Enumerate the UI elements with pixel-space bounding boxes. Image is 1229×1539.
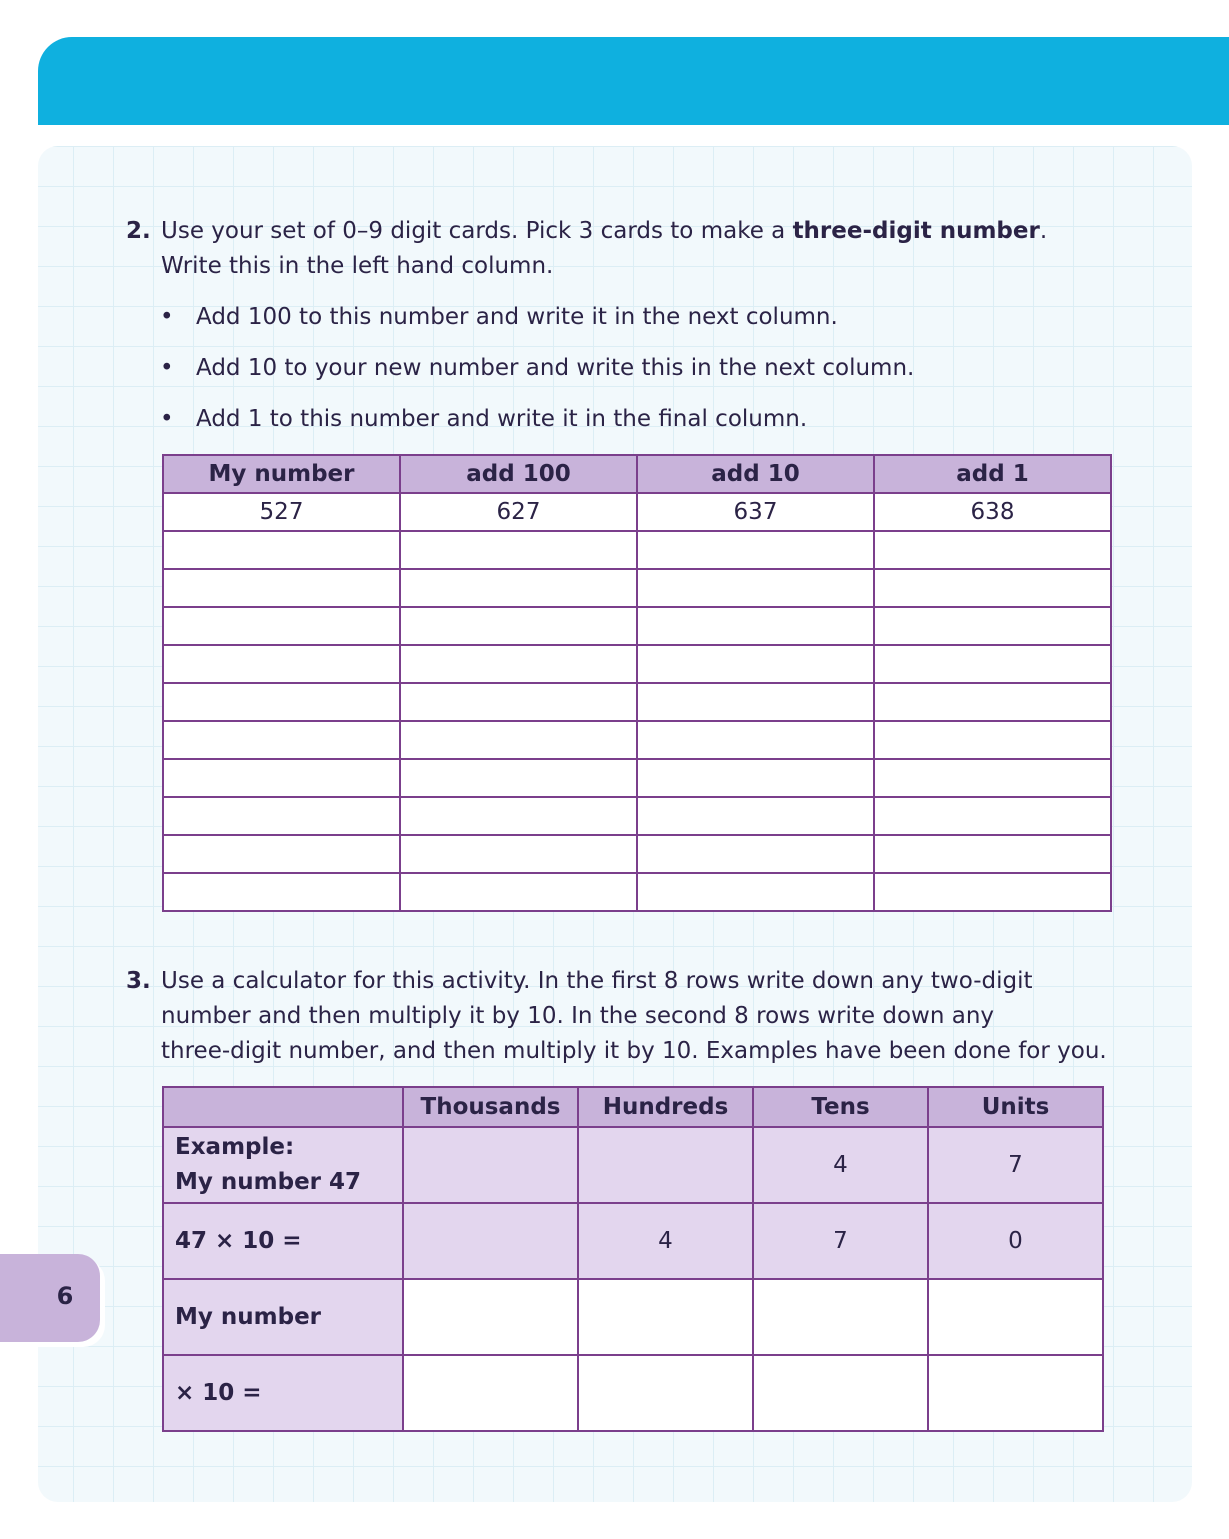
add-table — [162, 454, 1112, 912]
tens-cell: 4 — [753, 1127, 928, 1203]
header-tens: Tens — [753, 1087, 928, 1127]
question-3 — [126, 964, 1126, 1069]
blank-row — [163, 797, 1111, 835]
answer-cell[interactable] — [400, 759, 637, 797]
header-units: Units — [928, 1087, 1103, 1127]
header-hundreds: Hundreds — [578, 1087, 753, 1127]
thousands-cell — [403, 1203, 578, 1279]
answer-cell[interactable] — [163, 683, 400, 721]
answer-cell[interactable] — [637, 835, 874, 873]
blank-row — [163, 607, 1111, 645]
answer-cell[interactable] — [400, 721, 637, 759]
answer-cell[interactable] — [637, 721, 874, 759]
header-add-1: add 1 — [874, 455, 1111, 493]
question-3-line-3: three-digit number, and then multiply it by 10. Examples have been done for you. — [161, 1038, 1107, 1064]
blank-row — [163, 683, 1111, 721]
hundreds-cell — [578, 1127, 753, 1203]
answer-cell[interactable] — [637, 645, 874, 683]
tens-cell[interactable] — [753, 1355, 928, 1431]
header-my-number: My number — [163, 455, 400, 493]
question-3-number: 3. — [126, 968, 151, 994]
question-2-bold-text: three-digit number — [792, 218, 1040, 244]
question-2 — [126, 214, 1086, 284]
answer-cell[interactable] — [874, 873, 1111, 911]
answer-cell[interactable] — [874, 759, 1111, 797]
answer-cell[interactable] — [163, 531, 400, 569]
question-2-text-end: . — [1039, 218, 1048, 244]
answer-cell[interactable] — [400, 835, 637, 873]
answer-cell[interactable] — [637, 531, 874, 569]
question-2-number: 2. — [126, 218, 151, 244]
example-my-number: 527 — [163, 493, 400, 531]
row-label: My number — [163, 1279, 403, 1355]
question-2-text-part: Use your set of 0–9 digit cards. Pick 3 cards to make a — [161, 218, 793, 244]
answer-cell[interactable] — [163, 569, 400, 607]
answer-cell[interactable] — [637, 607, 874, 645]
example-add-100: 627 — [400, 493, 637, 531]
place-value-table — [162, 1086, 1104, 1432]
answer-cell[interactable] — [874, 683, 1111, 721]
answer-cell[interactable] — [163, 607, 400, 645]
answer-cell[interactable] — [637, 873, 874, 911]
question-2-bullets — [160, 300, 914, 453]
times-10-row — [163, 1355, 1103, 1431]
thousands-cell[interactable] — [403, 1355, 578, 1431]
answer-cell[interactable] — [637, 797, 874, 835]
question-3-text — [161, 964, 1126, 1069]
row-label: × 10 = — [163, 1355, 403, 1431]
page-number-tab — [0, 1254, 100, 1342]
example-add-10: 637 — [637, 493, 874, 531]
answer-cell[interactable] — [637, 569, 874, 607]
bullet-item: • Add 1 to this number and write it in the final column. — [160, 402, 914, 453]
answer-cell[interactable] — [874, 835, 1111, 873]
header-add-10: add 10 — [637, 455, 874, 493]
answer-cell[interactable] — [400, 797, 637, 835]
answer-cell[interactable] — [400, 531, 637, 569]
blank-row — [163, 645, 1111, 683]
add-table-header-row — [163, 455, 1111, 493]
thousands-cell[interactable] — [403, 1279, 578, 1355]
example-row — [163, 493, 1111, 531]
row-label — [163, 1127, 403, 1203]
units-cell[interactable] — [928, 1279, 1103, 1355]
page-number: 6 — [56, 1282, 74, 1310]
blank-row — [163, 531, 1111, 569]
header-thousands: Thousands — [403, 1087, 578, 1127]
answer-cell[interactable] — [400, 607, 637, 645]
hundreds-cell: 4 — [578, 1203, 753, 1279]
answer-cell[interactable] — [874, 569, 1111, 607]
row-label-line-1: Example: — [175, 1134, 295, 1160]
answer-cell[interactable] — [163, 835, 400, 873]
example-times-10-row — [163, 1203, 1103, 1279]
answer-cell[interactable] — [874, 797, 1111, 835]
answer-cell[interactable] — [637, 683, 874, 721]
example-add-1: 638 — [874, 493, 1111, 531]
question-3-line-2: number and then multiply it by 10. In the second 8 rows write down any — [161, 1003, 995, 1029]
answer-cell[interactable] — [163, 797, 400, 835]
blank-row — [163, 569, 1111, 607]
units-cell: 0 — [928, 1203, 1103, 1279]
answer-cell[interactable] — [163, 759, 400, 797]
hundreds-cell[interactable] — [578, 1355, 753, 1431]
units-cell[interactable] — [928, 1355, 1103, 1431]
answer-cell[interactable] — [874, 607, 1111, 645]
question-2-line-2: Write this in the left hand column. — [161, 253, 554, 279]
blank-row — [163, 759, 1111, 797]
header-add-100: add 100 — [400, 455, 637, 493]
tens-cell: 7 — [753, 1203, 928, 1279]
my-number-row — [163, 1279, 1103, 1355]
header-banner — [38, 37, 1229, 125]
answer-cell[interactable] — [400, 683, 637, 721]
tens-cell[interactable] — [753, 1279, 928, 1355]
answer-cell[interactable] — [400, 569, 637, 607]
bullet-item: • Add 100 to this number and write it in the next column. — [160, 300, 914, 351]
answer-cell[interactable] — [163, 721, 400, 759]
answer-cell[interactable] — [163, 645, 400, 683]
thousands-cell — [403, 1127, 578, 1203]
answer-cell[interactable] — [163, 873, 400, 911]
question-2-text — [161, 214, 1086, 284]
example-number-row — [163, 1127, 1103, 1203]
row-label-line-2: My number 47 — [175, 1169, 362, 1195]
row-label: 47 × 10 = — [163, 1203, 403, 1279]
answer-cell[interactable] — [874, 645, 1111, 683]
blank-row — [163, 873, 1111, 911]
blank-row — [163, 835, 1111, 873]
hundreds-cell[interactable] — [578, 1279, 753, 1355]
place-value-header-row — [163, 1087, 1103, 1127]
answer-cell[interactable] — [874, 721, 1111, 759]
answer-cell[interactable] — [874, 531, 1111, 569]
bullet-item: • Add 10 to your new number and write this in the next column. — [160, 351, 914, 402]
units-cell: 7 — [928, 1127, 1103, 1203]
answer-cell[interactable] — [400, 645, 637, 683]
answer-cell[interactable] — [637, 759, 874, 797]
blank-row — [163, 721, 1111, 759]
answer-cell[interactable] — [400, 873, 637, 911]
question-3-line-1: Use a calculator for this activity. In the first 8 rows write down any two-digit — [161, 968, 1033, 994]
header-blank — [163, 1087, 403, 1127]
